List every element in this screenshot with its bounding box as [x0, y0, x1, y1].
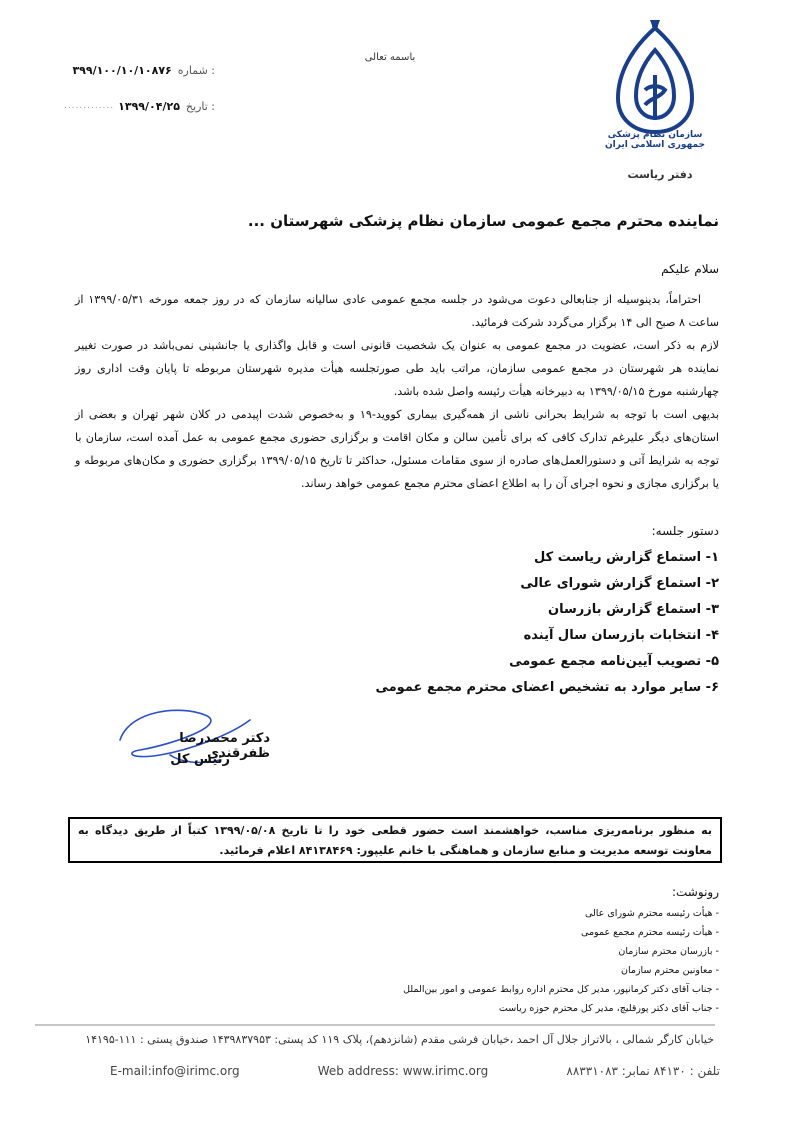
- agenda-item: ۵- تصویب آیین‌نامه مجمع عمومی: [509, 654, 719, 669]
- cc-item: - بازرسان محترم سازمان: [618, 946, 719, 957]
- cc-item: - جناب آقای دکتر پورقلیچ، مدیر کل محترم حوزه ریاست: [498, 1003, 719, 1014]
- paragraph-invitation: احتراماً، بدینوسیله از جنابعالی دعوت می‌شود در جلسه مجمع عمومی عادی سالیانه سازمان که در روز جمعه مورخه ۱۳۹۹/۰۵/۳۱ از ساعت ۸ صبح الی ۱۴ برگزار می‌گردد شرکت فرمائید.: [75, 293, 719, 329]
- number-label: شماره :: [177, 63, 215, 77]
- greeting: سلام علیکم: [661, 262, 719, 276]
- date-label: تاریخ :: [185, 99, 215, 113]
- letter-meta: [55, 52, 215, 124]
- footer-divider: [35, 1024, 715, 1026]
- agenda-item: ۱- استماع گزارش ریاست کل: [534, 550, 719, 565]
- date-dots: .............: [63, 101, 115, 111]
- footer-contact: [110, 1064, 720, 1078]
- office-name: دفتر ریاست: [627, 168, 693, 181]
- paragraph-covid: بدیهی است با توجه به شرایط بحرانی ناشی از همه‌گیری بیماری کووید-۱۹ و به‌خصوص شدت اپیدمی در کلان شهر تهران و بعضی از استان‌های دیگر علیرغم تدارک کافی که برای تأمین سالن و مکان اقامت و برگزاری حضوری مجمع عمومی به عمل آمده است، سازمان با توجه به شرایط آتی و دستورالعمل‌های صادره از سوی مقامات مسئول، حداکثر تا تاریخ ۱۳۹۹/۰۵/۱۵ برگزاری حضوری و مکان‌های مربوطه و یا برگزاری مجازی و نحوه اجرای آن را به اطلاع اعضای محترم مجمع عمومی خواهد رساند.: [75, 408, 719, 490]
- signatory-name: دکتر محمدرضا ظفرقندی: [179, 731, 270, 761]
- footer-phone: تلفن : ۸۴۱۳۰ نمابر: ۸۸۳۳۱۰۸۳: [566, 1064, 720, 1078]
- letter-date-row: [55, 88, 215, 124]
- cc-item: - جناب آقای دکتر کرمانپور، مدیر کل محترم اداره روابط عمومی و امور بین‌الملل: [403, 984, 719, 995]
- letter-number: ۳۹۹/۱۰۰/۱۰/۱۰۸۷۶: [72, 63, 172, 77]
- cc-item: - معاونین محترم سازمان: [621, 965, 719, 976]
- agenda-item: ۲- استماع گزارش شورای عالی: [520, 576, 719, 591]
- cc-list: [403, 904, 719, 1018]
- agenda-item: ۶- سایر موارد به تشخیص اعضای محترم مجمع عمومی: [375, 680, 719, 695]
- org-name: سازمان نظام پزشکی جمهوری اسلامی ایران: [604, 130, 706, 150]
- paragraph-membership: لازم به ذکر است، عضویت در مجمع عمومی به عنوان یک شخصیت قانونی است و قابل واگذاری یا جانشینی نمی‌باشد در صورت تغییر نماینده هر شهرستان در مجمع عمومی سازمان، مراتب باید طی صورتجلسه هیأت مدیره شهرستان مربوطه تا پایان وقت اداری روز چهارشنبه مورخ ۱۳۹۹/۰۵/۱۵ به دبیرخانه هیأت رئیسه واصل شده باشد.: [75, 339, 719, 398]
- footer-web: Web address: www.irimc.org: [317, 1064, 489, 1078]
- agenda-list: [375, 545, 719, 701]
- agenda-item: ۴- انتخابات بازرسان سال آینده: [523, 628, 719, 643]
- footer-address: خیابان کارگر شمالی ، بالاتراز جلال آل احمد ،خیابان فرشی مقدم (شانزدهم)، پلاک ۱۱۹ کد پستی: ۱۴۳۹۸۳۷۹۵۳ صندوق پستی : ۱۱۱-۱۴۱۹۵: [85, 1033, 714, 1046]
- attendance-notice-box: به منظور برنامه‌ریزی مناسب، خواهشمند است حضور قطعی خود را تا تاریخ ۱۳۹۹/۰۵/۰۸ کتباً از طریق دیدگاه به معاونت توسعه مدیریت و منابع سازمان و هماهنگی با خانم علیپور: ۸۴۱۳۸۴۶۹ اعلام فرمائید.: [68, 817, 722, 863]
- letter-body: [75, 288, 719, 495]
- footer-email: E-mail:info@irimc.org: [110, 1064, 240, 1078]
- letter-date: ۱۳۹۹/۰۴/۲۵: [118, 99, 180, 113]
- agenda-title: دستور جلسه:: [651, 524, 719, 538]
- signatory-title: رئیس کل: [170, 752, 230, 767]
- letter-number-row: [55, 52, 215, 88]
- irimc-logo: [600, 20, 710, 190]
- cc-item: - هیأت رئیسه محترم شورای عالی: [584, 908, 719, 919]
- agenda-item: ۳- استماع گزارش بازرسان: [548, 602, 719, 617]
- cc-title: رونوشت:: [671, 885, 719, 899]
- basmeh-heading: باسمه تعالی: [364, 52, 416, 63]
- addressee: نماینده محترم مجمع عمومی سازمان نظام پزشکی شهرستان ...: [247, 212, 719, 230]
- cc-item: - هیأت رئیسه محترم مجمع عمومی: [581, 927, 719, 938]
